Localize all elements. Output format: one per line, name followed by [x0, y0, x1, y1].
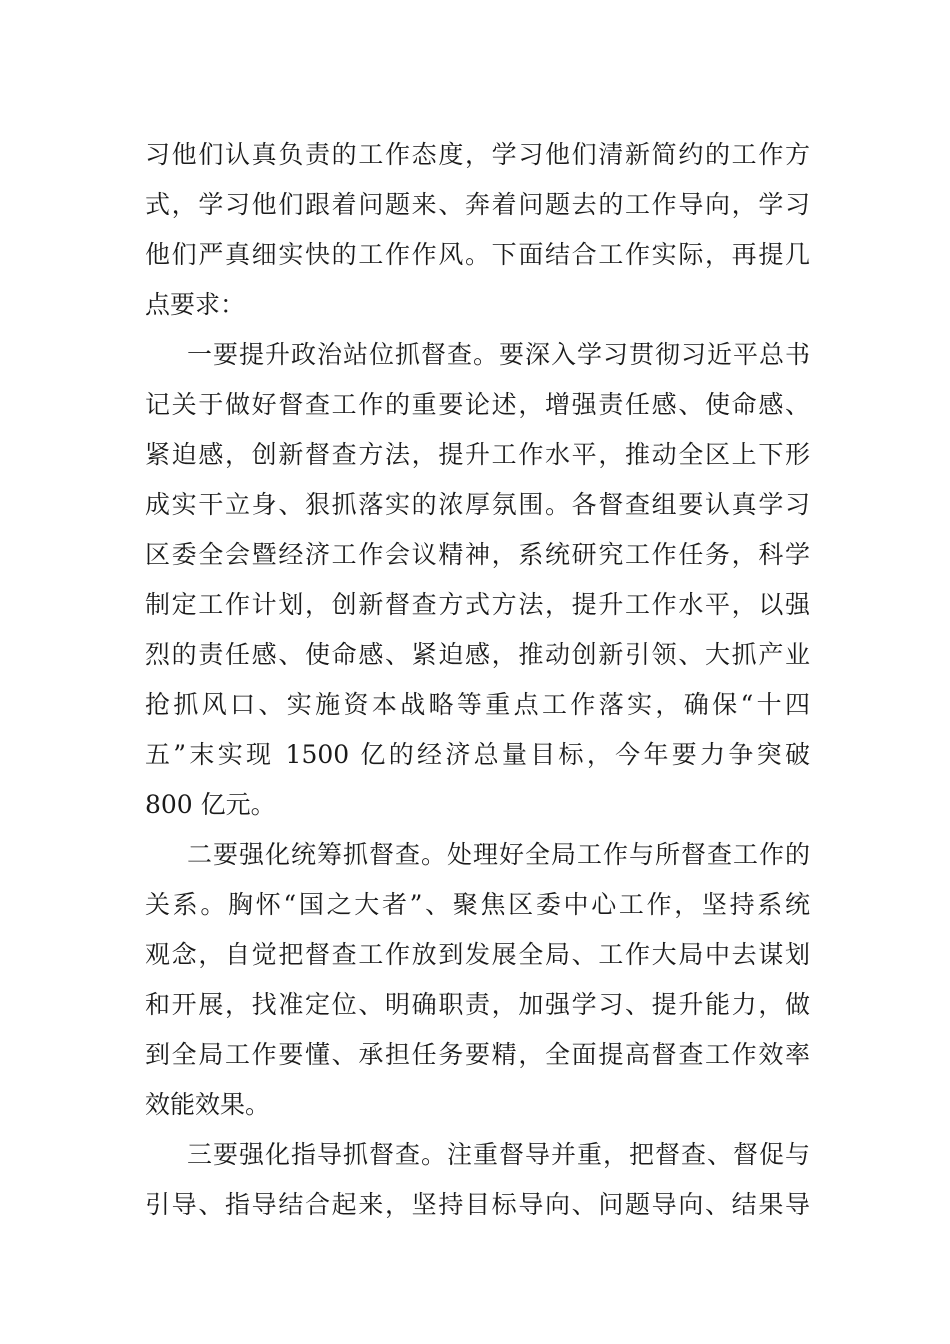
text-line: 800 亿元。 — [145, 790, 276, 819]
paragraph-first-line: 一要提升政治站位抓督查。要深入学习贯彻习近平总书 — [187, 340, 810, 369]
text-line: 区委全会暨经济工作会议精神，系统研究工作任务，科学 — [145, 540, 810, 569]
text-line: 到全局工作要懂、承担任务要精，全面提高督查工作效率 — [145, 1040, 810, 1069]
text-line: 紧迫感，创新督查方法，提升工作水平，推动全区上下形 — [145, 440, 810, 469]
text-line: 五”末实现 1500 亿的经济总量目标，今年要力争突破 — [145, 740, 810, 769]
text-line: 和开展，找准定位、明确职责，加强学习、提升能力，做 — [145, 990, 810, 1019]
paragraph-first-line: 二要强化统筹抓督查。处理好全局工作与所督查工作的 — [187, 840, 810, 869]
text-line: 烈的责任感、使命感、紧迫感，推动创新引领、大抓产业 — [145, 640, 810, 669]
text-line: 关系。胸怀“国之大者”、聚焦区委中心工作，坚持系统 — [145, 890, 810, 919]
text-line: 记关于做好督查工作的重要论述，增强责任感、使命感、 — [145, 390, 810, 419]
text-line: 效能效果。 — [145, 1090, 271, 1119]
text-line: 习他们认真负责的工作态度，学习他们清新简约的工作方 — [145, 140, 810, 169]
text-line: 他们严真细实快的工作作风。下面结合工作实际，再提几 — [145, 240, 810, 269]
text-line: 制定工作计划，创新督查方式方法，提升工作水平，以强 — [145, 590, 810, 619]
text-line: 成实干立身、狠抓落实的浓厚氛围。各督查组要认真学习 — [145, 490, 810, 519]
text-line: 点要求： — [145, 290, 246, 319]
paragraph-first-line: 三要强化指导抓督查。注重督导并重，把督查、督促与 — [187, 1140, 810, 1169]
text-line: 抢抓风口、实施资本战略等重点工作落实，确保“十四 — [145, 690, 810, 719]
text-line: 引导、指导结合起来，坚持目标导向、问题导向、结果导 — [145, 1190, 810, 1219]
text-line: 观念，自觉把督查工作放到发展全局、工作大局中去谋划 — [145, 940, 810, 969]
text-line: 式，学习他们跟着问题来、奔着问题去的工作导向，学习 — [145, 190, 810, 219]
